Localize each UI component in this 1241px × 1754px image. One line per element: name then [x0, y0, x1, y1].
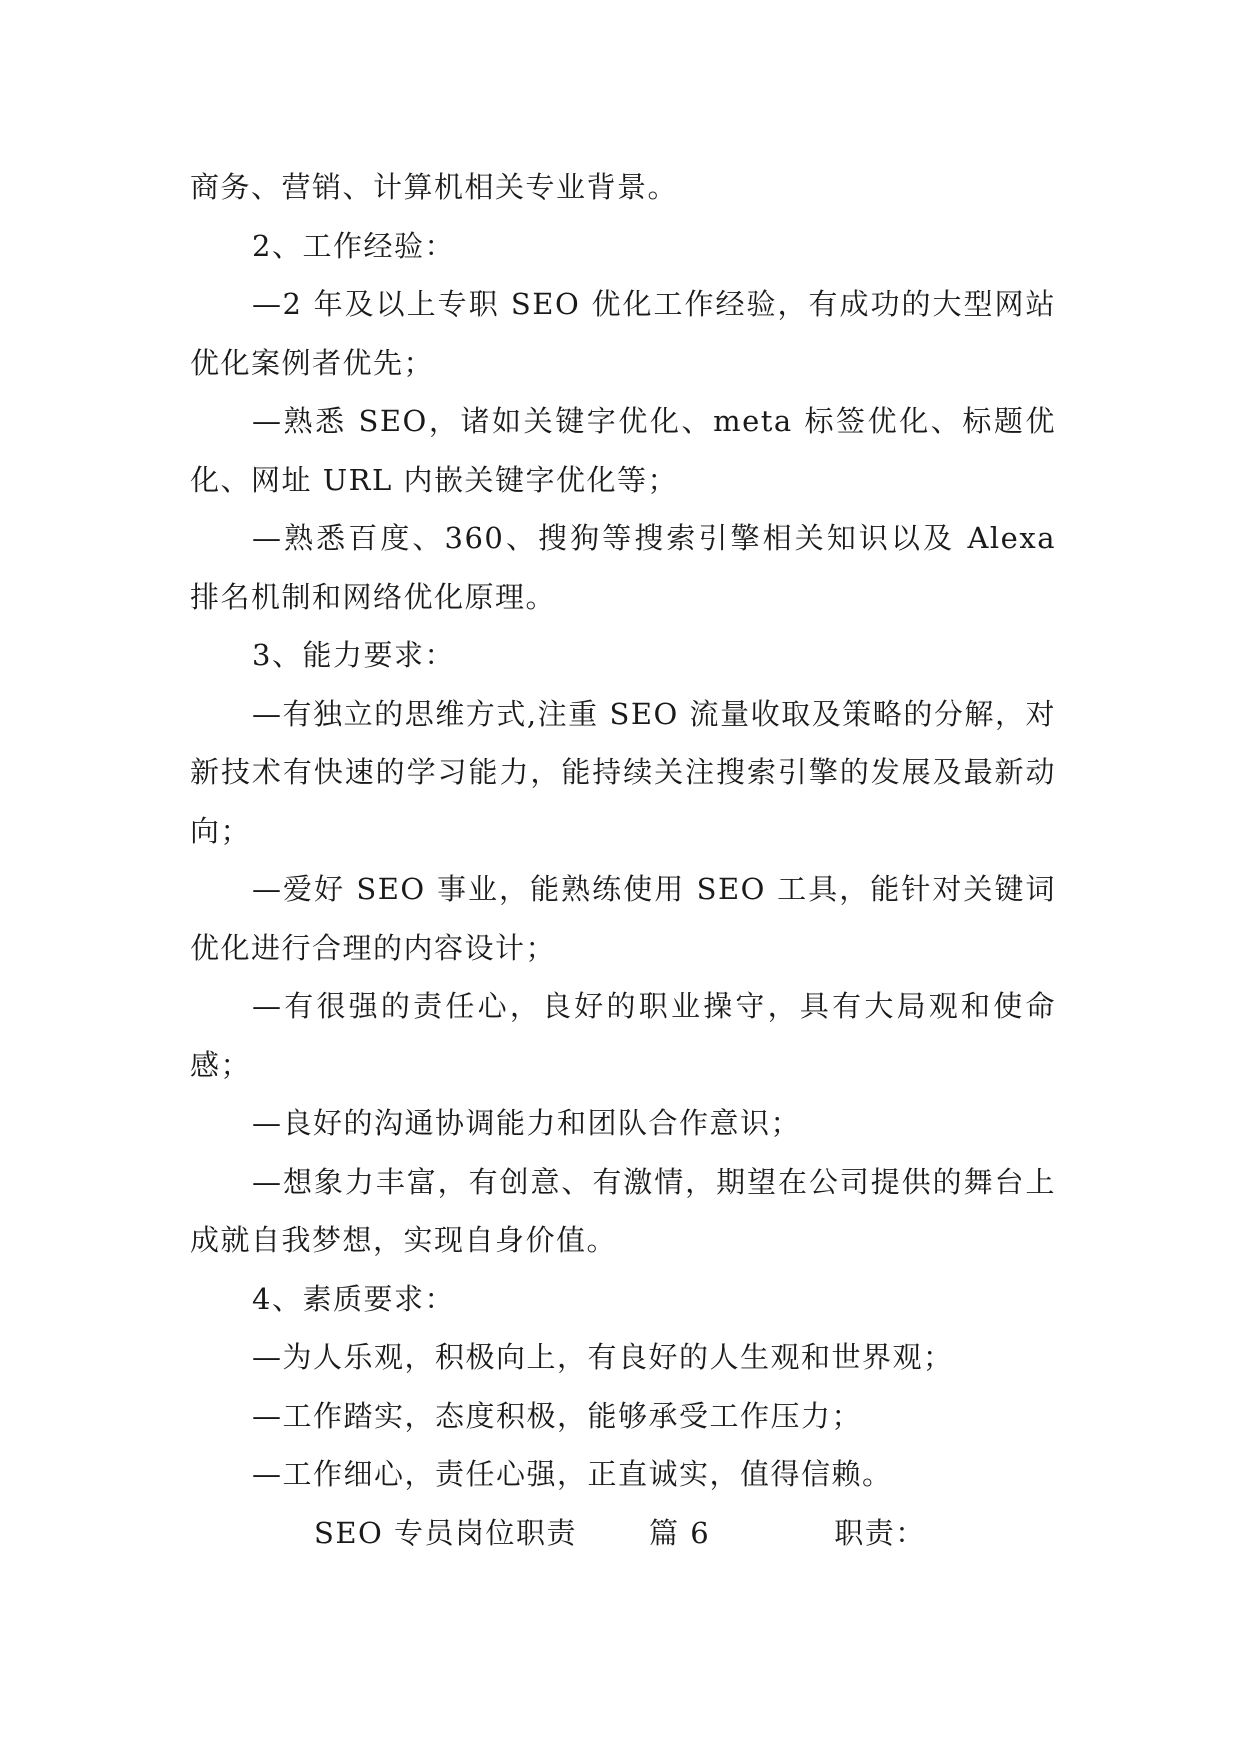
section-heading-label: 职责：: [834, 1515, 926, 1550]
paragraph-trustworthiness: —工作细心，责任心强，正直诚实，值得信赖。: [252, 1457, 893, 1491]
paragraph-seo-tools: —爱好 SEO 事业，能熟练使用 SEO 工具，能针对关键词优化进行合理的内容设计；: [190, 872, 1056, 965]
paragraph-experience-years: —2 年及以上专职 SEO 优化工作经验，有成功的大型网站优化案例者优先；: [190, 287, 1056, 380]
paragraph-optimism: —为人乐观，积极向上，有良好的人生观和世界观；: [252, 1340, 954, 1374]
heading-quality-requirements: 4、素质要求：: [252, 1281, 455, 1316]
section-heading-line: [190, 1504, 1056, 1563]
paragraph-creativity: —想象力丰富，有创意、有激情，期望在公司提供的舞台上成就自我梦想，实现自身价值。: [190, 1164, 1056, 1257]
paragraph-education-background: 商务、营销、计算机相关专业背景。: [190, 170, 679, 204]
paragraph-search-engine-knowledge: —熟悉百度、360、搜狗等搜索引擎相关知识以及 Alexa 排名机制和网络优化原理。: [190, 521, 1056, 614]
paragraph-work-attitude: —工作踏实，态度积极，能够承受工作压力；: [252, 1398, 863, 1433]
paragraph-independent-thinking: —有独立的思维方式,注重 SEO 流量收取及策略的分解，对新技术有快速的学习能力，能持续关注搜索引擎的发展及最新动向；: [190, 696, 1056, 848]
section-heading-title: SEO 专员岗位职责: [314, 1515, 578, 1550]
section-heading-part: 篇 6: [649, 1515, 711, 1550]
heading-work-experience: 2、工作经验：: [252, 228, 455, 263]
document-body: [190, 158, 1056, 1562]
paragraph-seo-skills: —熟悉 SEO，诸如关键字优化、meta 标签优化、标题优化、网址 URL 内嵌关键字优化等；: [190, 404, 1056, 497]
heading-ability-requirements: 3、能力要求：: [252, 638, 455, 672]
paragraph-responsibility: —有很强的责任心，良好的职业操守，具有大局观和使命感；: [190, 989, 1056, 1082]
paragraph-communication: —良好的沟通协调能力和团队合作意识；: [252, 1106, 802, 1140]
